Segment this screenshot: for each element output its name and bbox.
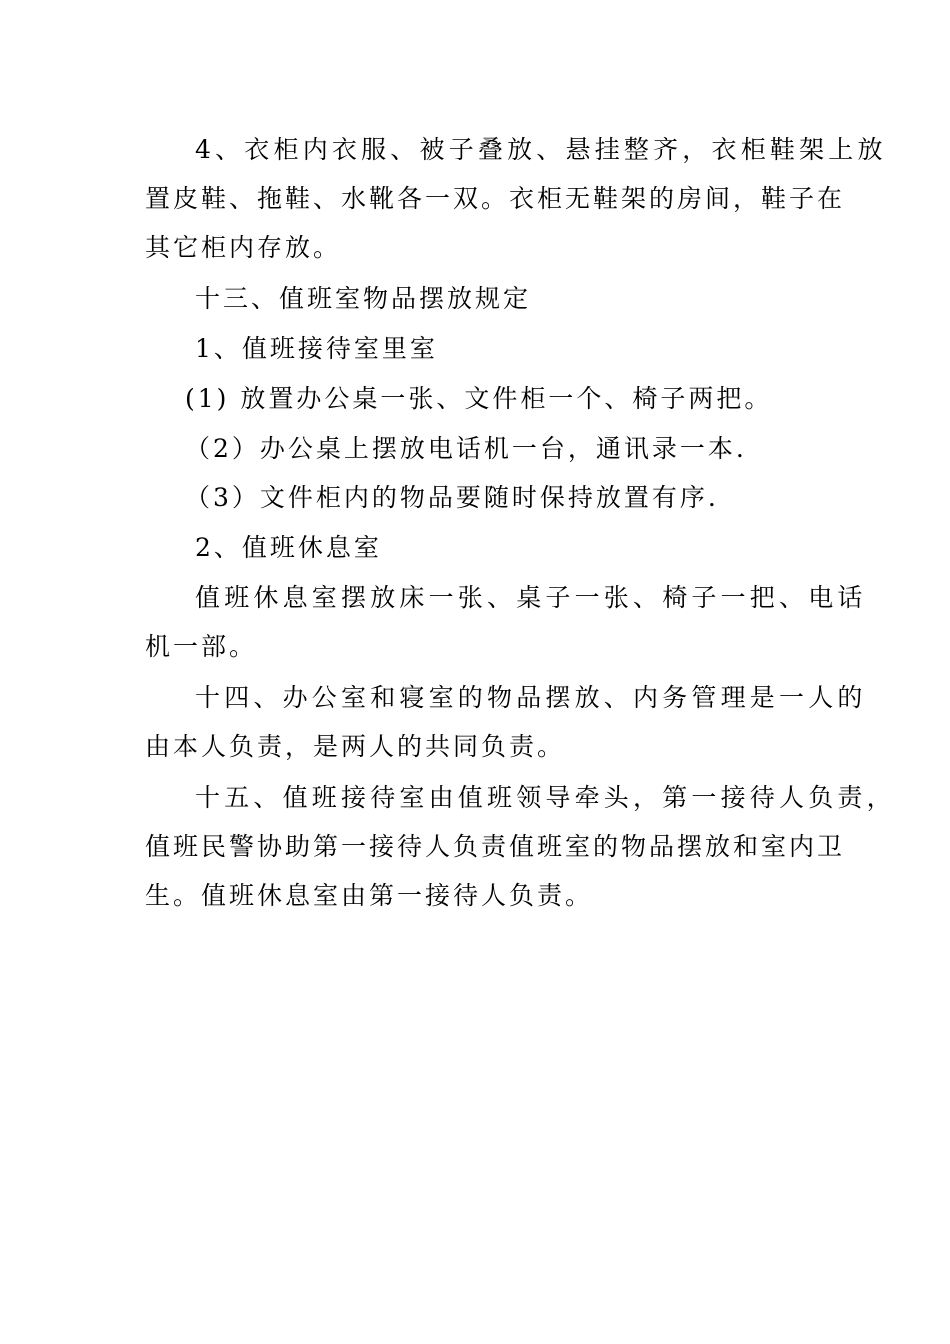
paragraph-line: 置皮鞋、拖鞋、水靴各一双。衣柜无鞋架的房间，鞋子在: [145, 184, 846, 213]
paragraph-line: 4、衣柜内衣服、被子叠放、悬挂整齐，衣柜鞋架上放: [195, 135, 887, 164]
paragraph-line: 值班休息室摆放床一张、桌子一张、椅子一把、电话: [195, 583, 867, 612]
paragraph-line: 由本人负责，是两人的共同负责。: [145, 732, 566, 761]
list-item: (1) 放置办公桌一张、文件柜一个、椅子两把。: [185, 384, 773, 413]
paragraph-line: 十五、值班接待室由值班领导牵头，第一接待人负责，: [195, 783, 896, 812]
subsection-heading: 1、值班接待室里室: [195, 334, 438, 363]
section-heading: 十三、值班室物品摆放规定: [195, 284, 532, 313]
paragraph-line: 十四、办公室和寝室的物品摆放、内务管理是一人的: [195, 683, 867, 712]
paragraph-line: 其它柜内存放。: [145, 233, 342, 262]
list-item: （3）文件柜内的物品要随时保持放置有序.: [185, 483, 719, 512]
paragraph-line: 生。值班休息室由第一接待人负责。: [145, 881, 594, 910]
paragraph-line: 机一部。: [145, 632, 258, 661]
paragraph-line: 值班民警协助第一接待人负责值班室的物品摆放和室内卫: [145, 832, 846, 861]
subsection-heading: 2、值班休息室: [195, 533, 382, 562]
list-item: （2）办公桌上摆放电话机一台，通讯录一本.: [185, 434, 747, 463]
